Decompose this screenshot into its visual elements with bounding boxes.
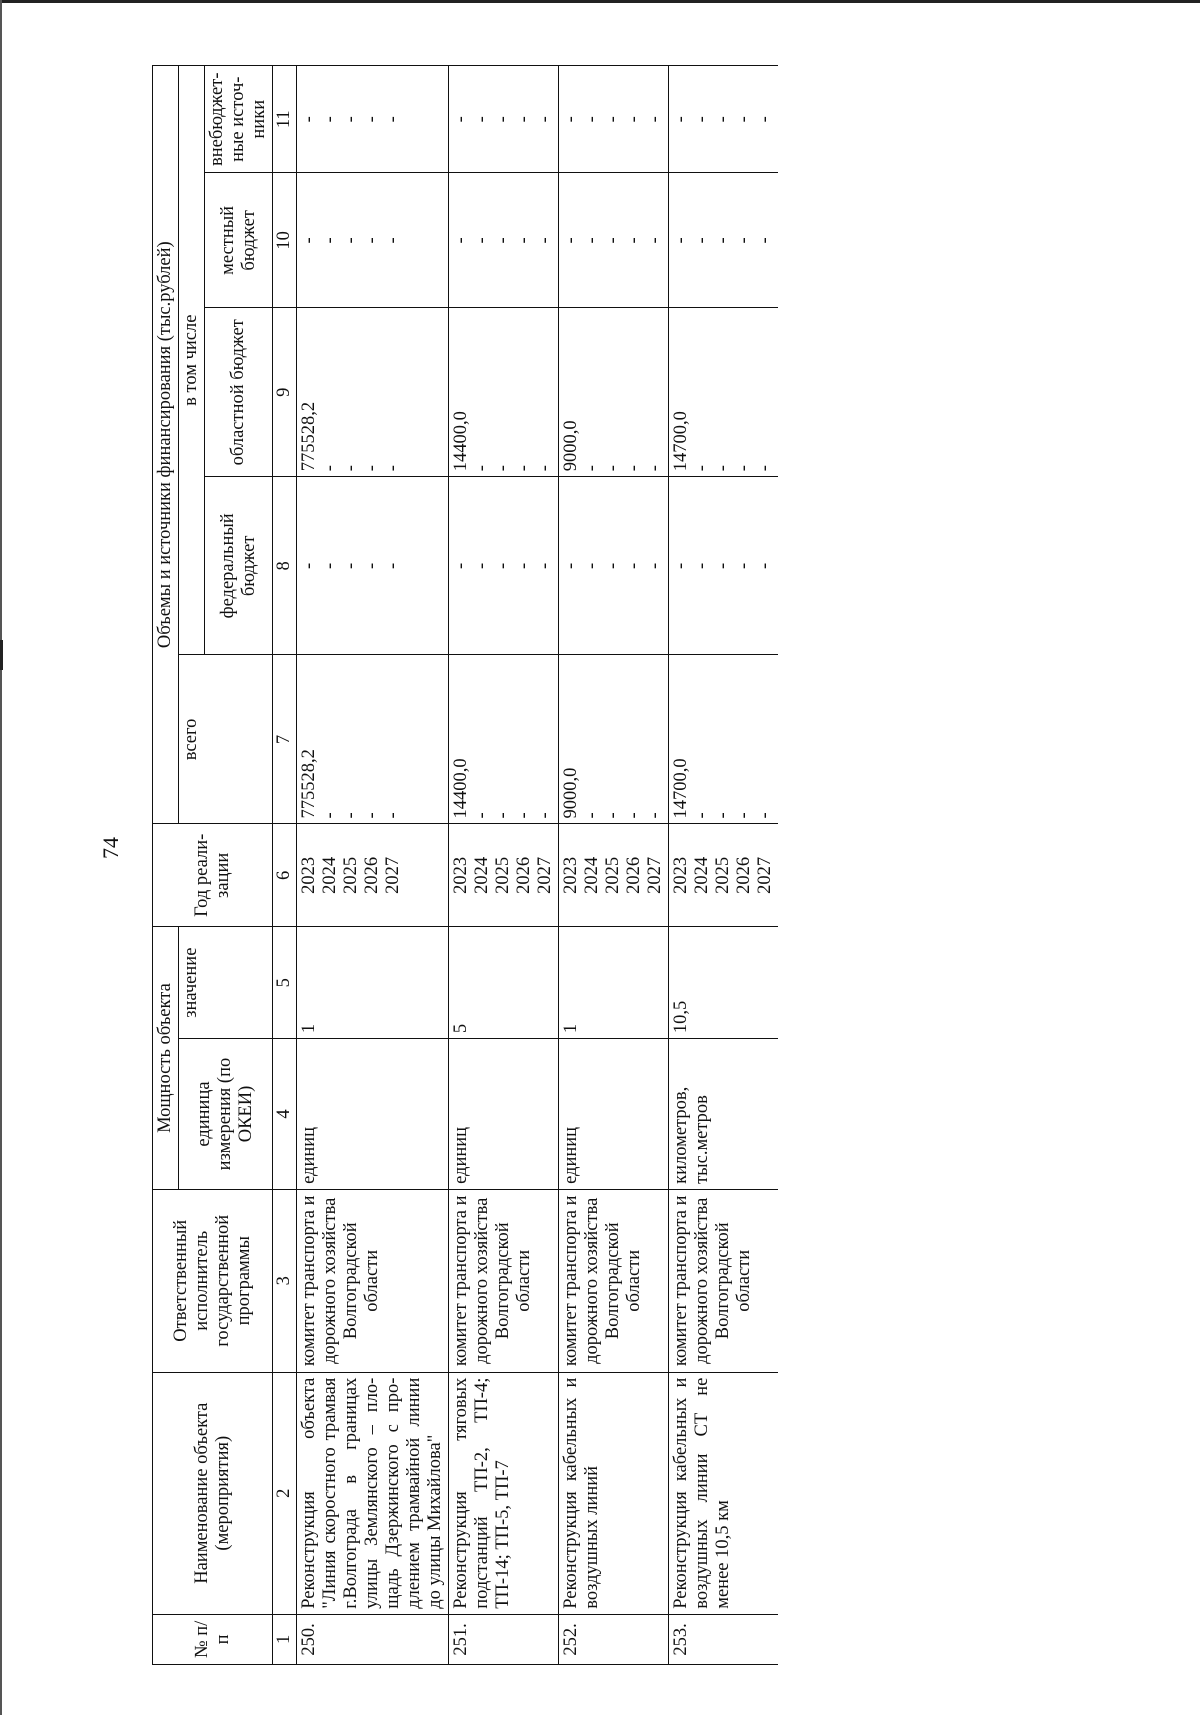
regional-cell-value: 775528,2 <box>299 401 319 472</box>
header-federal: федеральный бюджет <box>205 477 273 655</box>
year-cell <box>669 824 779 927</box>
column-number: 2 <box>273 1372 297 1614</box>
total-cell-value: 775528,2 <box>299 749 319 819</box>
capacity-unit: единиц <box>449 1039 559 1190</box>
table-header <box>153 66 297 1665</box>
row-number: 250. <box>297 1614 449 1664</box>
header-name: Наименование объекта (мероприятия) <box>153 1372 273 1614</box>
year-cell-value: 2024 <box>472 856 492 894</box>
federal-cell-value: - <box>692 562 712 569</box>
extra-cell <box>449 66 559 173</box>
capacity-unit: единиц <box>297 1039 449 1190</box>
total-cell <box>449 655 559 824</box>
regional-cell-value: - <box>362 465 382 472</box>
column-number: 6 <box>273 824 297 927</box>
regional-cell-value: - <box>645 465 665 472</box>
extra-cell-value: - <box>561 116 581 123</box>
year-cell-value: 2026 <box>514 856 534 894</box>
responsible-executor: комитет транспорта и дорожного хозяйства Волгоградской области <box>669 1189 779 1372</box>
federal-cell-value: - <box>320 562 340 569</box>
federal-cell-value: - <box>362 562 382 569</box>
local-cell-value: - <box>671 237 691 244</box>
federal-cell <box>559 477 669 655</box>
total-cell-value: - <box>734 812 754 819</box>
local-cell-value: - <box>383 237 403 244</box>
extra-cell-value: - <box>645 116 665 123</box>
header-unit: единица измерения (по ОКЕИ) <box>179 1039 273 1190</box>
year-cell <box>449 824 559 927</box>
total-cell-value: - <box>320 812 340 819</box>
local-cell-value: - <box>603 237 623 244</box>
column-number: 3 <box>273 1189 297 1372</box>
regional-cell-value: - <box>692 465 712 472</box>
local-cell-value: - <box>514 237 534 244</box>
year-cell-value: 2024 <box>692 856 712 894</box>
regional-cell-value: - <box>341 465 361 472</box>
year-cell-value: 2025 <box>493 856 513 894</box>
regional-cell-value: - <box>514 465 534 472</box>
local-cell-value: - <box>535 237 555 244</box>
extra-cell-value: - <box>514 116 534 123</box>
capacity-value: 1 <box>559 927 669 1039</box>
total-cell-value: - <box>645 812 665 819</box>
federal-cell-value: - <box>713 562 733 569</box>
total-cell-value: - <box>493 812 513 819</box>
total-cell <box>669 655 779 824</box>
total-cell-value: - <box>603 812 623 819</box>
table-row <box>297 66 449 1665</box>
local-cell-value: - <box>561 237 581 244</box>
federal-cell-value: - <box>383 562 403 569</box>
local-cell-value: - <box>493 237 513 244</box>
header-capacity: Мощность объекта <box>153 927 179 1190</box>
year-cell-value: 2027 <box>755 856 775 894</box>
extra-cell-value: - <box>472 116 492 123</box>
federal-cell-value: - <box>451 562 471 569</box>
extra-cell-value: - <box>624 116 644 123</box>
year-cell <box>297 824 449 927</box>
local-cell-value: - <box>582 237 602 244</box>
year-cell-value: 2026 <box>362 856 382 894</box>
regional-cell <box>669 308 779 477</box>
year-cell-value: 2027 <box>645 856 665 894</box>
year-cell-value: 2026 <box>624 856 644 894</box>
extra-cell-value: - <box>341 116 361 123</box>
local-cell-value: - <box>299 237 319 244</box>
regional-cell-value: - <box>713 465 733 472</box>
total-cell-value: 9000,0 <box>561 767 581 819</box>
table-body <box>297 66 779 1665</box>
object-name: Реконструкция тяговых подстанций ТП-2, ТП-4; ТП-14; ТП-5, ТП-7 <box>449 1372 559 1614</box>
regional-cell-value: - <box>755 465 775 472</box>
extra-cell-value: - <box>299 116 319 123</box>
regional-cell-value: 9000,0 <box>561 420 581 472</box>
header-extra: внебюджет-ные источ-ники <box>205 66 273 173</box>
regional-cell-value: - <box>603 465 623 472</box>
federal-cell-value: - <box>535 562 555 569</box>
year-cell-value: 2023 <box>671 856 691 894</box>
total-cell-value: 14700,0 <box>671 758 691 819</box>
total-cell-value: - <box>383 812 403 819</box>
column-number: 7 <box>273 655 297 824</box>
header-num: № п/п <box>153 1614 273 1664</box>
federal-cell-value: - <box>671 562 691 569</box>
regional-cell-value: 14400,0 <box>451 411 471 472</box>
total-cell-value: - <box>535 812 555 819</box>
federal-cell-value: - <box>514 562 534 569</box>
column-number: 5 <box>273 927 297 1039</box>
extra-cell-value: - <box>362 116 382 123</box>
regional-cell <box>297 308 449 477</box>
header-including: в том числе <box>179 66 205 655</box>
local-cell <box>297 173 449 308</box>
row-number: 252. <box>559 1614 669 1664</box>
extra-cell-value: - <box>671 116 691 123</box>
header-finance: Объемы и источники финансирования (тыс.рублей) <box>153 66 179 824</box>
header-regional: областной бюджет <box>205 308 273 477</box>
header-year: Год реали-зации <box>153 824 273 927</box>
column-number: 10 <box>273 173 297 308</box>
local-cell <box>669 173 779 308</box>
total-cell-value: 14400,0 <box>451 758 471 819</box>
local-cell <box>559 173 669 308</box>
total-cell <box>559 655 669 824</box>
local-cell-value: - <box>692 237 712 244</box>
capacity-unit: километров, тыс.метров <box>669 1039 779 1190</box>
object-name: Реконструкция объекта "Линия скоростного трамвая г.Волгограда в границах улицы Землянского – пло-щадь Дзержинского с про-длением трамвайной линии до улицы Михайлова" <box>297 1372 449 1614</box>
row-number: 253. <box>669 1614 779 1664</box>
year-cell-value: 2023 <box>299 856 319 894</box>
header-local: местный бюджет <box>205 173 273 308</box>
table-row <box>669 66 779 1665</box>
year-cell-value: 2027 <box>535 856 555 894</box>
total-cell-value: - <box>472 812 492 819</box>
year-cell <box>559 824 669 927</box>
federal-cell-value: - <box>603 562 623 569</box>
capacity-value: 10,5 <box>669 927 779 1039</box>
header-executor: Ответственный исполнитель государственной программы <box>153 1189 273 1372</box>
extra-cell-value: - <box>734 116 754 123</box>
year-cell-value: 2023 <box>451 856 471 894</box>
program-table <box>152 65 778 1665</box>
total-cell <box>297 655 449 824</box>
regional-cell-value: 14700,0 <box>671 411 691 472</box>
federal-cell-value: - <box>472 562 492 569</box>
extra-cell <box>669 66 779 173</box>
extra-cell-value: - <box>582 116 602 123</box>
local-cell-value: - <box>362 237 382 244</box>
extra-cell <box>297 66 449 173</box>
regional-cell <box>449 308 559 477</box>
capacity-value: 5 <box>449 927 559 1039</box>
federal-cell-value: - <box>582 562 602 569</box>
header-total: всего <box>179 655 273 824</box>
regional-cell-value: - <box>383 465 403 472</box>
regional-cell-value: - <box>493 465 513 472</box>
capacity-unit: единиц <box>559 1039 669 1190</box>
header-value: значение <box>179 927 273 1039</box>
local-cell-value: - <box>713 237 733 244</box>
local-cell-value: - <box>645 237 665 244</box>
column-number: 9 <box>273 308 297 477</box>
year-cell-value: 2026 <box>734 856 754 894</box>
local-cell-value: - <box>734 237 754 244</box>
column-number: 8 <box>273 477 297 655</box>
extra-cell-value: - <box>692 116 712 123</box>
regional-cell <box>559 308 669 477</box>
regional-cell-value: - <box>582 465 602 472</box>
extra-cell-value: - <box>493 116 513 123</box>
total-cell-value: - <box>755 812 775 819</box>
column-number-row <box>273 66 297 1665</box>
object-name: Реконструкция кабельных и воздушных линий <box>559 1372 669 1614</box>
extra-cell-value: - <box>603 116 623 123</box>
regional-cell-value: - <box>734 465 754 472</box>
column-number: 4 <box>273 1039 297 1190</box>
column-number: 1 <box>273 1614 297 1664</box>
responsible-executor: комитет транспорта и дорожного хозяйства Волгоградской области <box>297 1189 449 1372</box>
total-cell-value: - <box>514 812 534 819</box>
federal-cell-value: - <box>493 562 513 569</box>
federal-cell-value: - <box>299 562 319 569</box>
local-cell-value: - <box>341 237 361 244</box>
local-cell-value: - <box>624 237 644 244</box>
extra-cell-value: - <box>713 116 733 123</box>
year-cell-value: 2027 <box>383 856 403 894</box>
table-row <box>559 66 669 1665</box>
regional-cell-value: - <box>320 465 340 472</box>
total-cell-value: - <box>713 812 733 819</box>
object-name: Реконструкция кабельных и воздушных линии СТ не менее 10,5 км <box>669 1372 779 1614</box>
year-cell-value: 2023 <box>561 856 581 894</box>
local-cell-value: - <box>320 237 340 244</box>
local-cell-value: - <box>755 237 775 244</box>
year-cell-value: 2025 <box>341 856 361 894</box>
responsible-executor: комитет транспорта и дорожного хозяйства Волгоградской области <box>559 1189 669 1372</box>
federal-cell-value: - <box>755 562 775 569</box>
year-cell-value: 2024 <box>582 856 602 894</box>
column-number: 11 <box>273 66 297 173</box>
extra-cell-value: - <box>535 116 555 123</box>
local-cell <box>449 173 559 308</box>
row-number: 251. <box>449 1614 559 1664</box>
total-cell-value: - <box>341 812 361 819</box>
regional-cell-value: - <box>535 465 555 472</box>
page-number: 74 <box>98 837 123 859</box>
responsible-executor: комитет транспорта и дорожного хозяйства Волгоградской области <box>449 1189 559 1372</box>
extra-cell-value: - <box>320 116 340 123</box>
total-cell-value: - <box>692 812 712 819</box>
extra-cell-value: - <box>451 116 471 123</box>
year-cell-value: 2025 <box>603 856 623 894</box>
federal-cell-value: - <box>624 562 644 569</box>
rotated-table-wrapper <box>152 65 1032 1665</box>
total-cell-value: - <box>582 812 602 819</box>
year-cell-value: 2025 <box>713 856 733 894</box>
capacity-value: 1 <box>297 927 449 1039</box>
year-cell-value: 2024 <box>320 856 340 894</box>
local-cell-value: - <box>472 237 492 244</box>
local-cell-value: - <box>451 237 471 244</box>
total-cell-value: - <box>362 812 382 819</box>
federal-cell <box>669 477 779 655</box>
extra-cell-value: - <box>383 116 403 123</box>
federal-cell-value: - <box>734 562 754 569</box>
federal-cell-value: - <box>561 562 581 569</box>
federal-cell <box>297 477 449 655</box>
extra-cell <box>559 66 669 173</box>
regional-cell-value: - <box>624 465 644 472</box>
table-row <box>449 66 559 1665</box>
extra-cell-value: - <box>755 116 775 123</box>
federal-cell-value: - <box>645 562 665 569</box>
federal-cell <box>449 477 559 655</box>
regional-cell-value: - <box>472 465 492 472</box>
federal-cell-value: - <box>341 562 361 569</box>
total-cell-value: - <box>624 812 644 819</box>
